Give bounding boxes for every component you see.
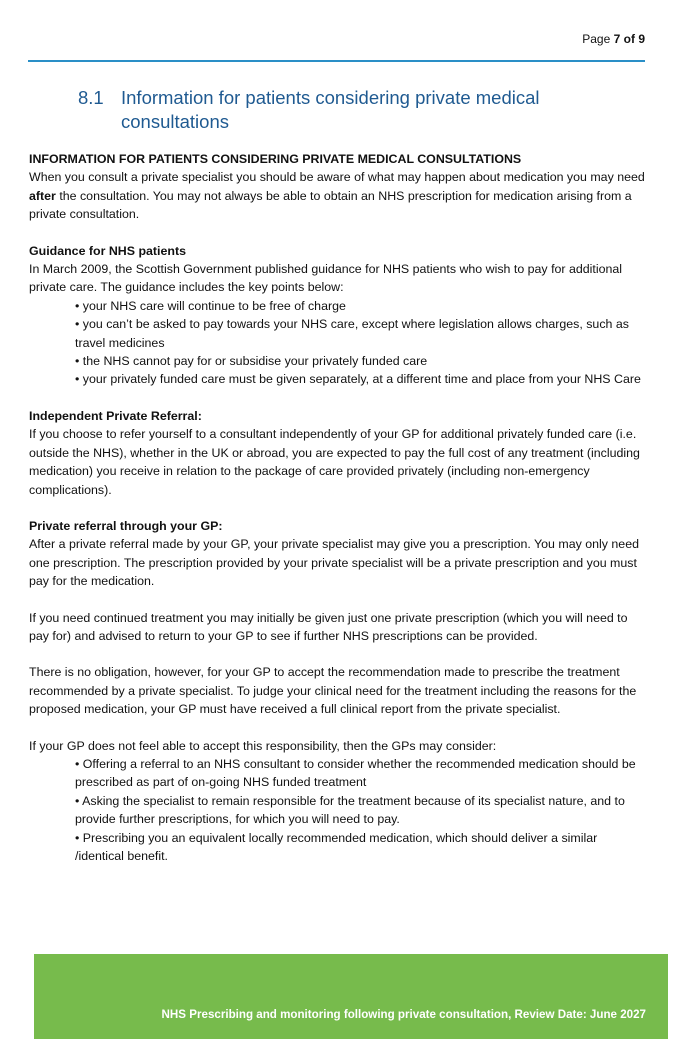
guidance-list: [29, 297, 649, 389]
gp-referral-paragraph: After a private referral made by your GP, your private specialist may give you a prescription. You may only need one prescription. The prescription provided by your private specialist will be a private prescription and you must pay for the medication.: [29, 537, 639, 589]
page-current: 7: [613, 32, 621, 46]
intro-paragraph: [29, 168, 649, 223]
intro-heading: INFORMATION FOR PATIENTS CONSIDERING PRIVATE MEDICAL CONSULTATIONS: [29, 152, 522, 166]
independent-paragraph: If you choose to refer yourself to a consultant independently of your GP for additional privately funded care (i.e. outside the NHS), whether in the UK or abroad, you are expected to pay the full cost of any treatment (including medication) you receive in relation to the package of care provided privately (including non-emergency complications).: [29, 427, 640, 497]
page-number: [582, 30, 645, 48]
gp-referral-paragraph: If your GP does not feel able to accept this responsibility, then the GPs may consider:: [29, 738, 497, 753]
header-divider: [28, 60, 645, 62]
guidance-paragraph: In March 2009, the Scottish Government published guidance for NHS patients who wish to pay for additional private care. The guidance includes the key points below:: [29, 262, 623, 295]
section-heading: [78, 86, 598, 134]
list-item: • Offering a referral to an NHS consultant to consider whether the recommended medication should be prescribed as part of on-going NHS funded treatment: [75, 755, 649, 792]
list-item: • Asking the specialist to remain responsible for the treatment because of its specialist nature, and to provide further prescriptions, for which you will need to pay.: [75, 792, 649, 829]
page-of: of: [623, 32, 635, 46]
gp-referral-paragraph: If you need continued treatment you may initially be given just one private prescription (which you will need to pay for) and advised to return to your GP to see if further NHS prescriptions can be provided.: [29, 610, 628, 643]
page-total: 9: [638, 32, 645, 46]
footer-banner: [34, 954, 668, 1039]
intro-text-after: the consultation. You may not always be able to obtain an NHS prescription for medication arising from a private consultation.: [29, 188, 632, 222]
gp-referral-paragraph: There is no obligation, however, for your GP to accept the recommendation made to prescribe the treatment recommended by a private specialist. To judge your clinical need for the treatment including the reasons for the proposed medication, your GP must have received a full clinical report from the private specialist.: [29, 665, 637, 717]
list-item: • your NHS care will continue to be free of charge: [75, 297, 649, 315]
document-body: [29, 150, 649, 865]
intro-text-bold: after: [29, 188, 56, 203]
list-item: • the NHS cannot pay for or subsidise your privately funded care: [75, 352, 649, 370]
guidance-heading: Guidance for NHS patients: [29, 243, 186, 258]
list-item: • Prescribing you an equivalent locally recommended medication, which should deliver a similar /identical benefit.: [75, 829, 649, 866]
section-number: 8.1: [78, 87, 104, 108]
intro-text-before: When you consult a private specialist you should be aware of what may happen about medication you may need: [29, 170, 645, 185]
list-item: • you can’t be asked to pay towards your NHS care, except where legislation allows charges, such as travel medicines: [75, 315, 649, 352]
list-item: • your privately funded care must be given separately, at a different time and place from your NHS Care: [75, 370, 649, 388]
gp-referral-heading: Private referral through your GP:: [29, 518, 223, 533]
page-prefix: Page: [582, 32, 611, 46]
independent-heading: Independent Private Referral:: [29, 408, 202, 423]
gp-options-list: [29, 755, 649, 865]
footer-text: NHS Prescribing and monitoring following private consultation, Review Date: June 2027: [161, 1008, 646, 1021]
section-title: Information for patients considering private medical consultations: [121, 87, 540, 132]
